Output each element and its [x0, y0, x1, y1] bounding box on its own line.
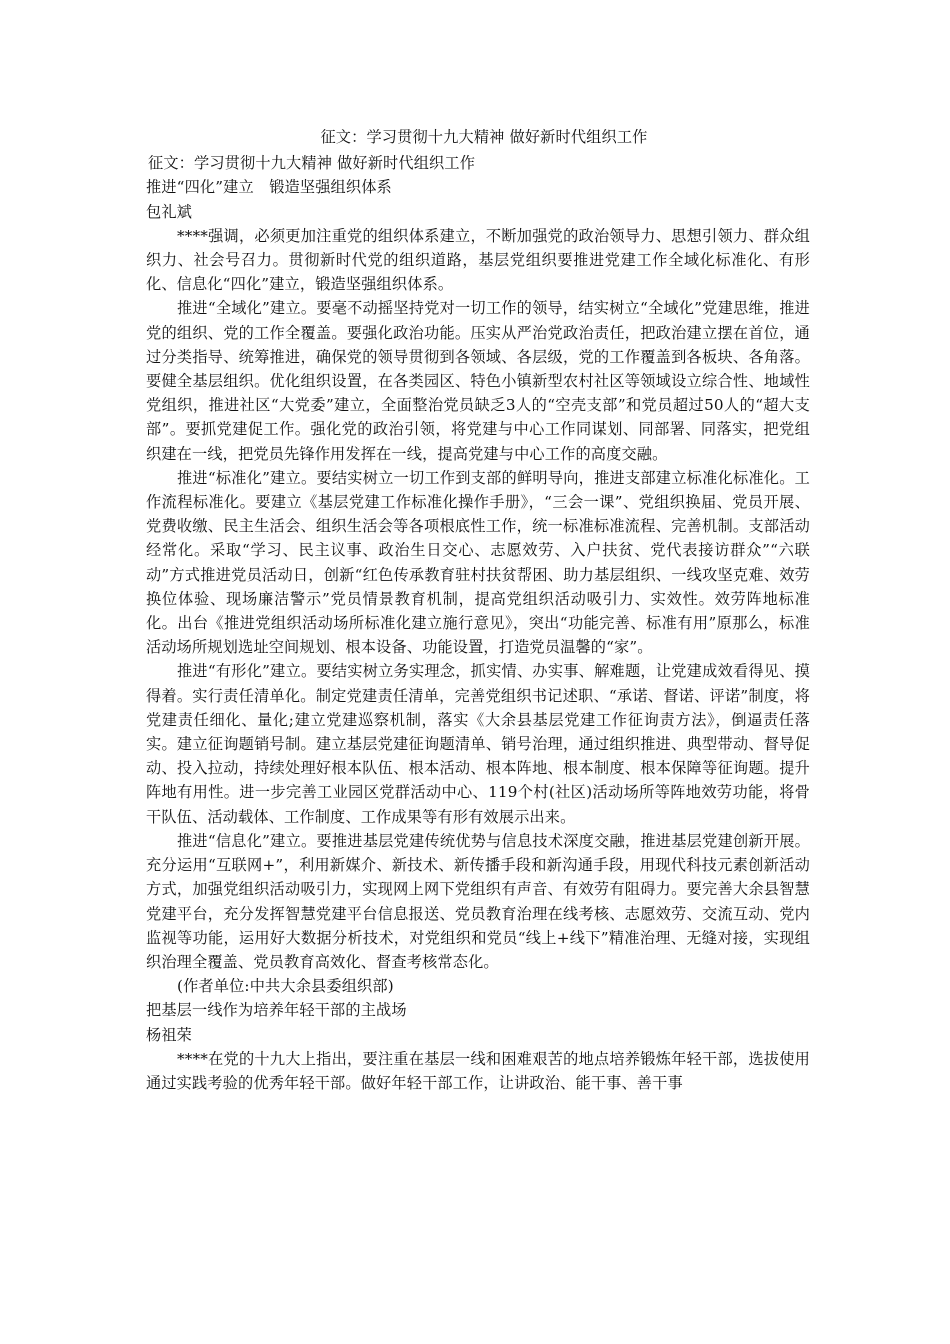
- author-affiliation: (作者单位:中共大余县委组织部): [177, 977, 394, 996]
- paragraph: 推进“有形化”建立。要结实树立务实理念，抓实情、办实事、解难题，让党建成效看得见、摸得着。实行责任清单化。制定党建责任清单，完善党组织书记述职、“承诺、督诺、评诺”制度，将党建责任细化、量化;建立党建巡察机制，落实《大余县基层党建工作征询责方法》，倒逼责任落实。建立征询题销号制。建立基层党建征询题清单、销号治理，通过组织推进、典型带动、督导促动、投入拉动，持续处理好根本队伍、根本活动、根本阵地、根本制度、根本保障等征询题。提升阵地有用性。进一步完善工业园区党群活动中心、119个村(社区)活动场所等阵地效劳功能，将骨干队伍、活动载体、工作制度、工作成果等有形有效展示出来。: [146, 662, 810, 826]
- document-subtitle: 征文：学习贯彻十九大精神 做好新时代组织工作: [148, 154, 476, 173]
- article-heading: 推进“四化”建立 锻造坚强组织体系: [146, 178, 392, 197]
- document-body: [146, 125, 810, 1095]
- article-author: 包礼斌: [146, 202, 193, 221]
- article-2: [146, 998, 810, 1095]
- document-title: 征文：学习贯彻十九大精神 做好新时代组织工作: [320, 128, 648, 146]
- paragraph: ****在党的十九大上指出，要注重在基层一线和困难艰苦的地点培养锻炼年轻干部，选拔使用通过实践考验的优秀年轻干部。做好年轻干部工作，让讲政治、能干事、善干事: [146, 1049, 810, 1092]
- paragraph: 推进“标准化”建立。要结实树立一切工作到支部的鲜明导向，推进支部建立标准化标准化。工作流程标准化。要建立《基层党建工作标准化操作手册》，“三会一课”、党组织换届、党员开展、党费收缴、民主生活会、组织生活会等各项根底性工作，统一标准标准流程、完善机制。支部活动经常化。采取“学习、民主议事、政治生日交心、志愿效劳、入户扶贫、党代表接访群众”“六联动”方式推进党员活动日，创新“红色传承教育驻村扶贫帮困、助力基层组织、一线攻坚克难、效劳换位体验、现场廉洁警示”党员情景教育机制，提高党组织活动吸引力、实效性。效劳阵地标准化。出台《推进党组织活动场所标准化建立施行意见》，突出“功能完善、标准有用”原那么，标准活动场所规划选址空间规划、根本设备、功能设置，打造党员温馨的“家”。: [146, 468, 810, 657]
- article-author: 杨祖荣: [146, 1025, 193, 1044]
- paragraph: 推进“全域化”建立。要毫不动摇坚持党对一切工作的领导，结实树立“全域化”党建思维，推进党的组织、党的工作全覆盖。要强化政治功能。压实从严治党政治责任，把政治建立摆在首位，通过分类指导、统筹推进，确保党的领导贯彻到各领域、各层级，党的工作覆盖到各板块、各角落。要健全基层组织。优化组织设置，在各类园区、特色小镇新型农村社区等领域设立综合性、地域性党组织，推进社区“大党委”建立，全面整治党员缺乏3人的“空壳支部”和党员超过50人的“超大支部”。要抓党建促工作。强化党的政治引领，将党建与中心工作同谋划、同部署、同落实，把党组织建在一线，把党员先锋作用发挥在一线，提高党建与中心工作的高度交融。: [146, 299, 810, 463]
- paragraph: 推进“信息化”建立。要推进基层党建传统优势与信息技术深度交融，推进基层党建创新开展。充分运用“互联网+”，利用新媒介、新技术、新传播手段和新沟通手段，用现代科技元素创新活动方式，加强党组织活动吸引力，实现网上网下党组织有声音、有效劳有阻碍力。要完善大余县智慧党建平台，充分发挥智慧党建平台信息报送、党员教育治理在线考核、志愿效劳、交流互动、党内监视等功能，运用好大数据分析技术，对党组织和党员“线上+线下”精准治理、无缝对接，实现组织治理全覆盖、党员教育高效化、督查考核常态化。: [146, 831, 810, 971]
- paragraph: ****强调，必须更加注重党的组织体系建立，不断加强党的政治领导力、思想引领力、群众组织力、社会号召力。贯彻新时代党的组织道路，基层党组织要推进党建工作全域化标准化、有形化、信息化“四化”建立，锻造坚强组织体系。: [146, 226, 810, 294]
- article-1: [146, 175, 810, 998]
- article-heading: 把基层一线作为培养年轻干部的主战场: [146, 1001, 407, 1020]
